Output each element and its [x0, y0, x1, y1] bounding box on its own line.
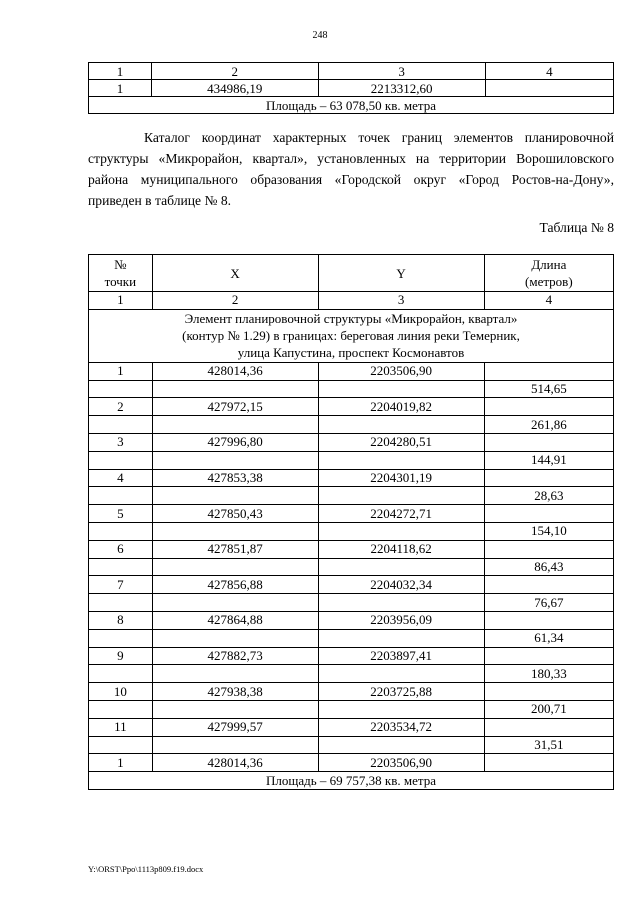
y-coordinate: 2204118,62 — [318, 540, 484, 558]
segment-length: 31,51 — [484, 736, 613, 754]
length-row — [89, 665, 614, 683]
col-number-3: 3 — [318, 63, 485, 80]
point-number: 5 — [89, 505, 153, 523]
length-row — [89, 558, 614, 576]
table-row — [89, 505, 614, 523]
y-coordinate: 2203534,72 — [318, 718, 484, 736]
x-coordinate: 427850,43 — [152, 505, 318, 523]
empty-cell — [152, 416, 318, 434]
point-number: 11 — [89, 718, 153, 736]
col-number-2: 2 — [151, 63, 318, 80]
empty-cell — [89, 522, 153, 540]
table-row — [89, 576, 614, 594]
table-header-row — [89, 63, 614, 80]
segment-length: 180,33 — [484, 665, 613, 683]
point-number: 1 — [89, 80, 152, 97]
empty-cell — [89, 487, 153, 505]
empty-cell — [152, 700, 318, 718]
section-row — [89, 309, 614, 362]
area-value: Площадь – 69 757,38 кв. метра — [89, 772, 614, 790]
empty-cell — [89, 629, 153, 647]
empty-cell — [318, 665, 484, 683]
segment-length: 154,10 — [484, 522, 613, 540]
col-number-3: 3 — [318, 292, 484, 310]
empty-cell — [152, 487, 318, 505]
length-empty — [484, 647, 613, 665]
empty-cell — [318, 380, 484, 398]
header-length: Длина (метров) — [484, 255, 613, 292]
y-coordinate: 2203897,41 — [318, 647, 484, 665]
x-coordinate: 428014,36 — [152, 754, 318, 772]
table-row — [89, 362, 614, 380]
empty-cell — [89, 558, 153, 576]
segment-length: 514,65 — [484, 380, 613, 398]
x-coordinate: 427938,38 — [152, 683, 318, 701]
table-row — [89, 398, 614, 416]
point-number: 2 — [89, 398, 153, 416]
area-value: Площадь – 63 078,50 кв. метра — [89, 97, 614, 114]
segment-length: 200,71 — [484, 700, 613, 718]
x-coordinate: 427996,80 — [152, 433, 318, 451]
y-coordinate: 2204301,19 — [318, 469, 484, 487]
y-coordinate: 2203506,90 — [318, 362, 484, 380]
point-number: 4 — [89, 469, 153, 487]
table-row — [89, 469, 614, 487]
header-x: X — [152, 255, 318, 292]
empty-cell — [152, 629, 318, 647]
body-paragraph — [88, 127, 614, 211]
length-row — [89, 700, 614, 718]
column-numbers-row — [89, 292, 614, 310]
segment-length: 61,34 — [484, 629, 613, 647]
empty-cell — [318, 700, 484, 718]
segment-length: 76,67 — [484, 594, 613, 612]
area-row — [89, 97, 614, 114]
x-coordinate: 427864,88 — [152, 611, 318, 629]
length-row — [89, 416, 614, 434]
empty-cell — [89, 451, 153, 469]
empty-cell — [318, 629, 484, 647]
empty-cell — [152, 736, 318, 754]
table-row — [89, 718, 614, 736]
y-coordinate: 2213312,60 — [318, 80, 485, 97]
length-row — [89, 451, 614, 469]
point-number: 9 — [89, 647, 153, 665]
length-empty — [484, 683, 613, 701]
y-coordinate: 2203506,90 — [318, 754, 484, 772]
header-y: Y — [318, 255, 484, 292]
length-row — [89, 594, 614, 612]
empty-cell — [152, 665, 318, 683]
segment-length: 28,63 — [484, 487, 613, 505]
y-coordinate: 2204032,34 — [318, 576, 484, 594]
point-number: 6 — [89, 540, 153, 558]
y-coordinate: 2204272,71 — [318, 505, 484, 523]
segment-length: 86,43 — [484, 558, 613, 576]
x-coordinate: 428014,36 — [152, 362, 318, 380]
length-empty — [484, 469, 613, 487]
empty-cell — [152, 594, 318, 612]
point-number: 3 — [89, 433, 153, 451]
x-coordinate: 427972,15 — [152, 398, 318, 416]
table-row — [89, 540, 614, 558]
x-coordinate: 427853,38 — [152, 469, 318, 487]
col-number-4: 4 — [485, 63, 613, 80]
length-empty — [484, 505, 613, 523]
point-number: 7 — [89, 576, 153, 594]
y-coordinate: 2204280,51 — [318, 433, 484, 451]
point-number: 8 — [89, 611, 153, 629]
page-number: 248 — [312, 30, 328, 41]
previous-table-fragment — [88, 62, 614, 114]
table-row — [89, 683, 614, 701]
empty-cell — [89, 380, 153, 398]
col-number-2: 2 — [152, 292, 318, 310]
length-empty — [484, 540, 613, 558]
length-empty — [484, 611, 613, 629]
x-coordinate: 427856,88 — [152, 576, 318, 594]
empty-cell — [89, 665, 153, 683]
empty-cell — [318, 522, 484, 540]
paragraph-text: Каталог координат характерных точек границ элементов планировочной структуры «Микрорайон, квартал», установленных на территории Ворошиловского района муниципального образования «Городской округ «Город Ростов-на-Дону», приведен в таблице № 8. — [88, 130, 614, 208]
empty-cell — [318, 451, 484, 469]
table-row — [89, 647, 614, 665]
length-empty — [484, 754, 613, 772]
table-row — [89, 754, 614, 772]
empty-cell — [152, 558, 318, 576]
empty-cell — [318, 416, 484, 434]
empty-cell — [152, 451, 318, 469]
y-coordinate: 2203725,88 — [318, 683, 484, 701]
footer-file-path: Y:\ORST\Ppo\1113p809.f19.docx — [88, 864, 204, 874]
empty-cell — [89, 594, 153, 612]
length-row — [89, 736, 614, 754]
table-row — [89, 433, 614, 451]
table-caption: Таблица № 8 — [539, 220, 614, 235]
y-coordinate: 2203956,09 — [318, 611, 484, 629]
length-row — [89, 380, 614, 398]
length-row — [89, 522, 614, 540]
empty-cell — [318, 594, 484, 612]
length-empty — [484, 576, 613, 594]
length-empty — [484, 433, 613, 451]
col-number-1: 1 — [89, 292, 153, 310]
segment-length: 144,91 — [484, 451, 613, 469]
empty-cell — [89, 700, 153, 718]
point-number: 10 — [89, 683, 153, 701]
table-header-row — [89, 255, 614, 292]
header-point-number: № точки — [89, 255, 153, 292]
empty-cell — [318, 736, 484, 754]
length-empty — [484, 362, 613, 380]
table-row — [89, 80, 614, 97]
x-coordinate: 434986,19 — [151, 80, 318, 97]
empty-cell — [152, 380, 318, 398]
length-empty — [484, 718, 613, 736]
point-number: 1 — [89, 362, 153, 380]
empty-cell — [318, 487, 484, 505]
length-row — [89, 629, 614, 647]
segment-length: 261,86 — [484, 416, 613, 434]
empty-cell — [318, 558, 484, 576]
table-row — [89, 611, 614, 629]
y-coordinate: 2204019,82 — [318, 398, 484, 416]
col-number-1: 1 — [89, 63, 152, 80]
length-empty — [484, 398, 613, 416]
x-coordinate: 427882,73 — [152, 647, 318, 665]
empty-cell — [152, 522, 318, 540]
coordinates-table — [88, 254, 614, 790]
length — [485, 80, 613, 97]
point-number: 1 — [89, 754, 153, 772]
col-number-4: 4 — [484, 292, 613, 310]
length-row — [89, 487, 614, 505]
empty-cell — [89, 736, 153, 754]
empty-cell — [89, 416, 153, 434]
section-description: Элемент планировочной структуры «Микрорайон, квартал» (контур № 1.29) в границах: береговая линия реки Темерник, улица Капустина, проспект Космонавтов — [89, 309, 614, 362]
x-coordinate: 427999,57 — [152, 718, 318, 736]
x-coordinate: 427851,87 — [152, 540, 318, 558]
area-row — [89, 772, 614, 790]
